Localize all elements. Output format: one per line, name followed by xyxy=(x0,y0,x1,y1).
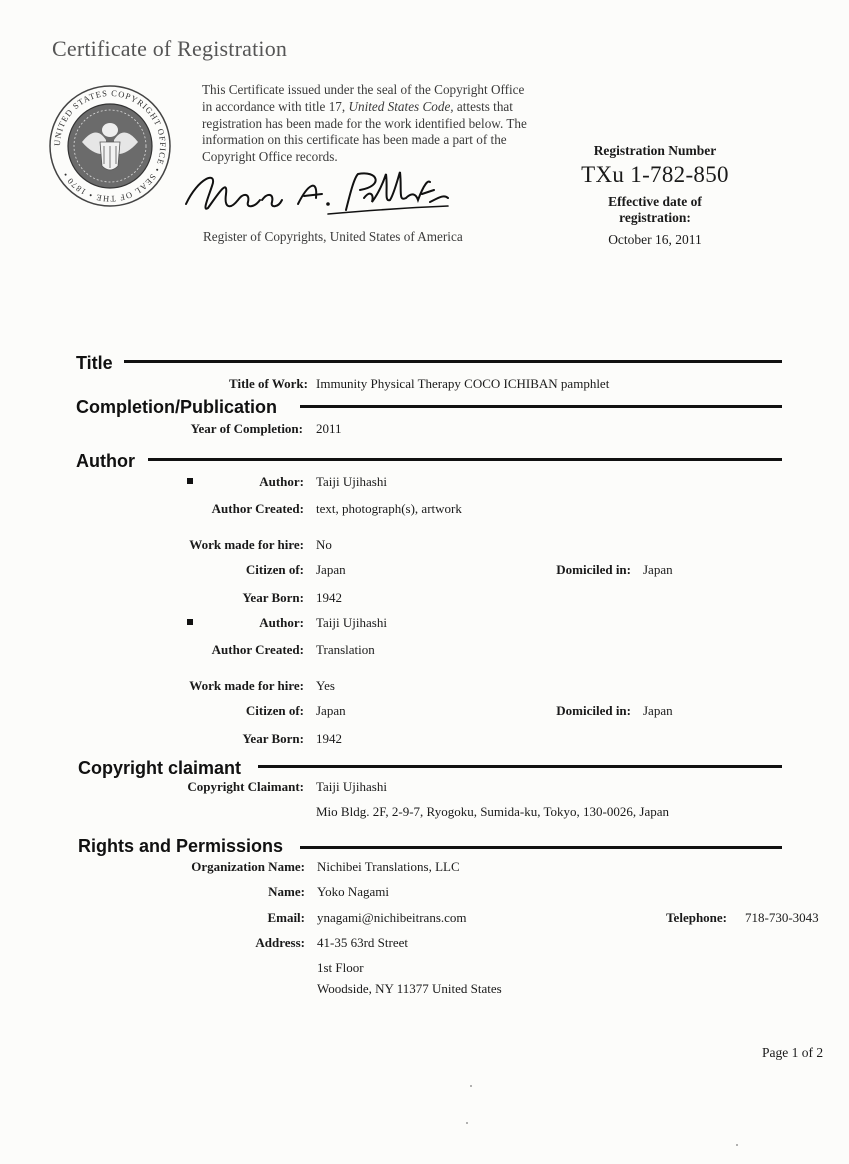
author-2-created: Translation xyxy=(316,642,375,657)
section-heading-title: Title xyxy=(76,353,113,373)
registration-box xyxy=(560,143,750,248)
certificate-statement xyxy=(202,82,532,166)
author-2-year-born: 1942 xyxy=(316,731,342,746)
label-domiciled-in: Domiciled in: xyxy=(556,703,631,718)
label-email: Email: xyxy=(267,910,305,925)
section-rule xyxy=(148,458,782,461)
author-1-citizen-of: Japan xyxy=(316,562,346,577)
address-line-1: 41-35 63rd Street xyxy=(317,935,408,950)
address-line-3: Woodside, NY 11377 United States xyxy=(317,981,502,996)
label-year-born: Year Born: xyxy=(242,590,304,605)
label-author-created: Author Created: xyxy=(211,642,304,657)
author-1-year-born: 1942 xyxy=(316,590,342,605)
copyright-office-seal xyxy=(48,84,172,208)
label-author-created: Author Created: xyxy=(211,501,304,516)
register-of-copyrights: Register of Copyrights, United States of America xyxy=(203,229,463,244)
author-2-name: Taiji Ujihashi xyxy=(316,615,387,630)
author-1-created: text, photograph(s), artwork xyxy=(316,501,462,516)
label-title-of-work: Title of Work: xyxy=(229,376,308,391)
registration-number: TXu 1-782-850 xyxy=(581,162,729,187)
contact-name: Yoko Nagami xyxy=(317,884,389,899)
author-2-domiciled-in: Japan xyxy=(643,703,673,718)
section-heading-claimant: Copyright claimant xyxy=(78,758,242,778)
scan-speck xyxy=(470,1085,472,1087)
label-author: Author: xyxy=(259,615,304,630)
author-1-name: Taiji Ujihashi xyxy=(316,474,387,489)
claimant-address: Mio Bldg. 2F, 2-9-7, Ryogoku, Sumida-ku, Tokyo, 130-0026, Japan xyxy=(316,804,669,819)
address-line-2: 1st Floor xyxy=(317,960,364,975)
section-heading-author: Author xyxy=(76,451,135,471)
label-citizen-of: Citizen of: xyxy=(245,703,304,718)
author-2-work-for-hire: Yes xyxy=(316,678,335,693)
label-author: Author: xyxy=(259,474,304,489)
author-1-work-for-hire: No xyxy=(316,537,332,552)
scan-speck xyxy=(736,1144,738,1146)
effective-date-label-line2: registration: xyxy=(619,210,691,225)
section-rule xyxy=(300,405,782,408)
label-work-made-for-hire: Work made for hire: xyxy=(189,678,304,693)
section-rule xyxy=(300,846,782,849)
label-name: Name: xyxy=(268,884,305,899)
effective-date: October 16, 2011 xyxy=(608,232,702,247)
title-of-work: Immunity Physical Therapy COCO ICHIBAN pamphlet xyxy=(316,376,610,391)
author-1-domiciled-in: Japan xyxy=(643,562,673,577)
statement-text-italic: United States Code, xyxy=(348,98,454,114)
contact-telephone: 718-730-3043 xyxy=(745,910,819,925)
label-citizen-of: Citizen of: xyxy=(245,562,304,577)
statement-text-2: attests that registration has been made for the work identified below. The information on this certificate has been made a part of the Copyright Office records. xyxy=(202,98,527,165)
registration-number-label: Registration Number xyxy=(593,143,717,158)
effective-date-label-line1: Effective date of xyxy=(608,194,702,209)
label-year-of-completion: Year of Completion: xyxy=(190,421,303,436)
certificate-title: Certificate of Registration xyxy=(52,36,288,61)
scan-speck xyxy=(466,1122,468,1124)
organization-name: Nichibei Translations, LLC xyxy=(317,859,460,874)
label-address: Address: xyxy=(255,935,305,950)
statement-text-1: This Certificate issued under the seal of the Copyright Office in accordance with title 17, xyxy=(202,82,525,114)
label-organization-name: Organization Name: xyxy=(191,859,305,874)
register-signature xyxy=(178,164,458,226)
section-rule xyxy=(258,765,782,768)
label-telephone: Telephone: xyxy=(666,910,727,925)
year-of-completion: 2011 xyxy=(316,421,342,436)
label-domiciled-in: Domiciled in: xyxy=(556,562,631,577)
section-rule xyxy=(124,360,782,363)
contact-email: ynagami@nichibeitrans.com xyxy=(317,910,467,925)
label-year-born: Year Born: xyxy=(242,731,304,746)
claimant-name: Taiji Ujihashi xyxy=(316,779,387,794)
author-2-citizen-of: Japan xyxy=(316,703,346,718)
seal-text: UNITED STATES COPYRIGHT OFFICE • SEAL OF THE • 1870 • xyxy=(51,87,169,205)
section-heading-rights: Rights and Permissions xyxy=(78,836,284,856)
effective-date-label xyxy=(560,194,750,226)
section-heading-completion: Completion/Publication xyxy=(76,397,277,417)
label-work-made-for-hire: Work made for hire: xyxy=(189,537,304,552)
label-copyright-claimant: Copyright Claimant: xyxy=(187,779,304,794)
page-number: Page 1 of 2 xyxy=(762,1045,824,1060)
